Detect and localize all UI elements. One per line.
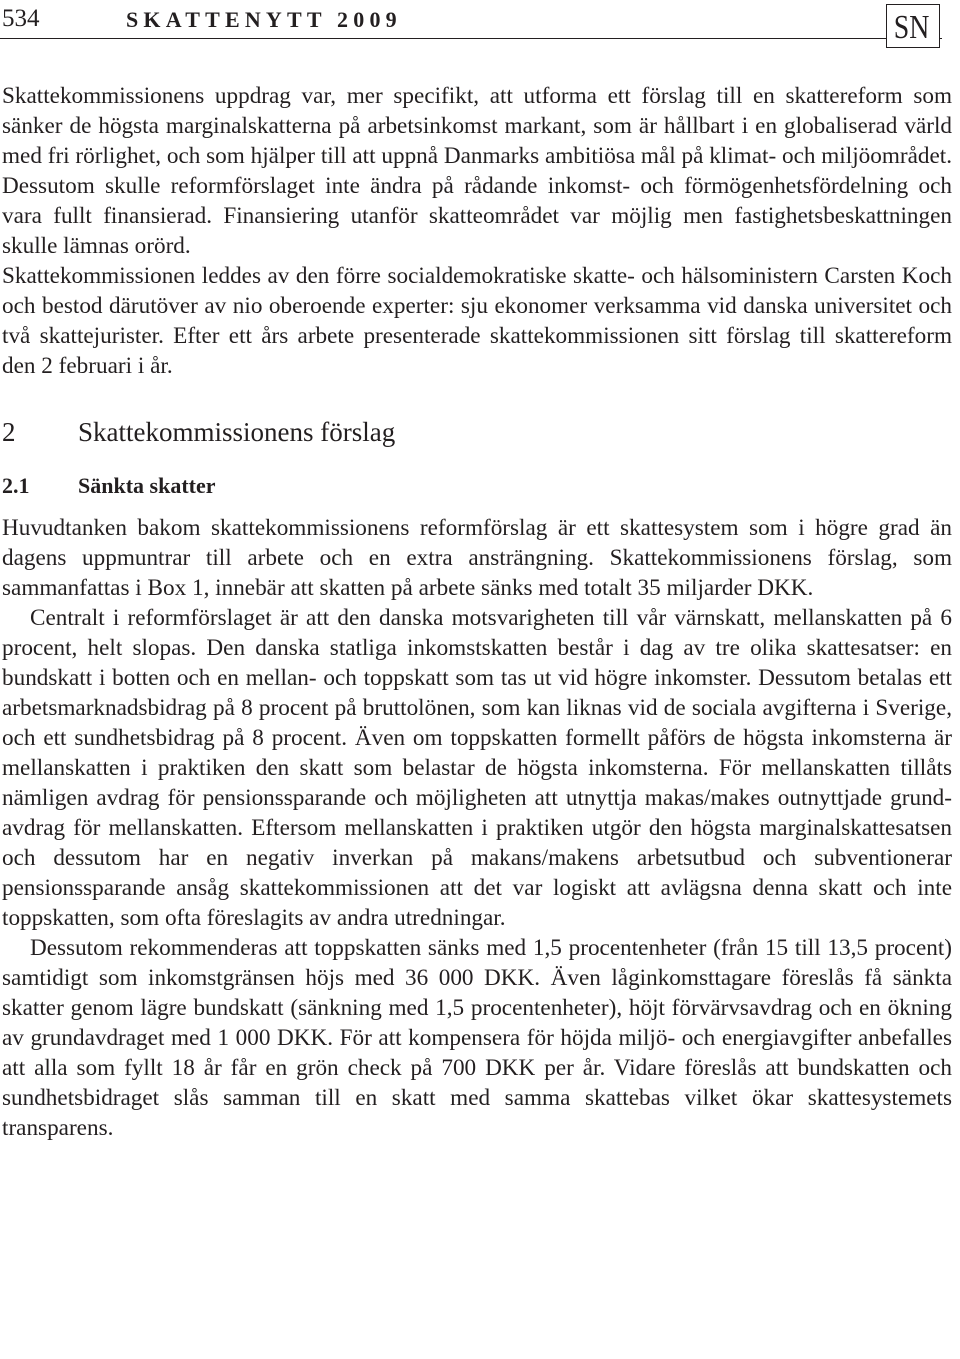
subsection-title: Sänkta skatter <box>78 473 216 498</box>
journal-title: SKATTENYTT 2009 <box>126 7 402 32</box>
sn-logo-mark <box>887 5 938 46</box>
paragraph-3: Huvudtanken bakom skattekommissionens reformförslag är ett skattesystem som i högre grad än dagens uppmuntrar till arbete och en extra ansträngning. Skattekommissionens förslag, som sammanfattas i Box 1, innebär att skatten på arbete sänks med totalt 35 miljarder DKK. <box>2 515 952 601</box>
paragraph-4: Centralt i reformförslaget är att den danska motsvarigheten till vår värnskatt, mellanskatten på 6 procent, helt slopas. Den danska statliga inkomstskatten består i dag av tre olika skattesatser: en bundskatt i botten och en mellan- och toppskatt som tas ut vid högre inkomster. Dessutom betalas ett arbetsmarknadsbidrag på 8 procent på bruttolönen, som kan liknas vid de sociala avgifterna i Sverige, och ett sundhetsbidrag på 8 procent. Även om toppskatten formellt påförs de högsta inkomsterna är mellanskatten i praktiken den skatt som belastar de högsta inkomsterna. För mellanskatten tillåts nämligen avdrag för pensionssparande och möjligheten att utnyttja makas/makes outnyttjade grundavdrag för mellanskatten. Eftersom mellanskatten i praktiken utgör den högsta marginalskattesatsen och dessutom har en negativ inverkan på makans/makens arbetsutbud och subventionerar pensionssparande ansåg skattekommissionen att det var logiskt att avlägsna denna skatt och inte toppskatten, som ofta föreslagits av andra utredningar. <box>2 605 952 931</box>
page-header <box>0 0 960 52</box>
sn-logo <box>886 4 940 48</box>
header-rule <box>0 38 942 39</box>
page-number: 534 <box>2 5 40 32</box>
section-number: 2 <box>2 417 16 447</box>
paragraph-5: Dessutom rekommenderas att toppskatten sänks med 1,5 procentenheter (från 15 till 13,5 procent) samtidigt som inkomstgränsen höjs med 36 000 DKK. Även låginkomsttagare föreslås få sänkta skatter genom lägre bundskatt (sänkning med 1,5 procentenheter), höjt förvärvsavdrag och en ökning av grundavdraget med 1 000 DKK. För att kompensera för höjda miljö- och energiavgifter anbefalles att alla som fyllt 18 år får en grön check på 700 DKK per år. Vidare föreslås att bundskatten och sundhetsbidraget slås samman till en skatt med samma skattebas vilket ökar skattesystemets transparens. <box>2 935 952 1141</box>
paragraph-1: Skattekommissionens uppdrag var, mer specifikt, att utforma ett förslag till en skattereform som sänker de högsta marginalskatterna på arbetsinkomst markant, som är hållbart i en globaliserad värld med fri rörlighet, och som hjälper till att uppnå Danmarks ambitiösa mål på klimat- och miljöområdet. Dessutom skulle reformförslaget inte ändra på rådande inkomst- och förmögenhetsfördelning och vara fullt finansierad. Finansiering utanför skatteområdet var möjlig men fastighetsbeskattningen skulle lämnas orörd. <box>2 83 952 259</box>
article-body <box>2 81 952 1143</box>
paragraph-2: Skattekommissionen leddes av den förre socialdemokratiske skatte- och hälsoministern Carsten Koch och bestod därutöver av nio oberoende experter: sju ekonomer verksamma vid danska universitet och två skattejurister. Efter ett års arbete presenterade skattekommissionen sitt förslag till skattereform den 2 februari i år. <box>2 263 952 379</box>
section-title: Skattekommissionens förslag <box>78 417 396 447</box>
subsection-number: 2.1 <box>2 473 30 498</box>
subsection-heading <box>2 471 952 513</box>
sn-logo-text: SN <box>893 7 930 46</box>
section-heading <box>2 381 952 471</box>
